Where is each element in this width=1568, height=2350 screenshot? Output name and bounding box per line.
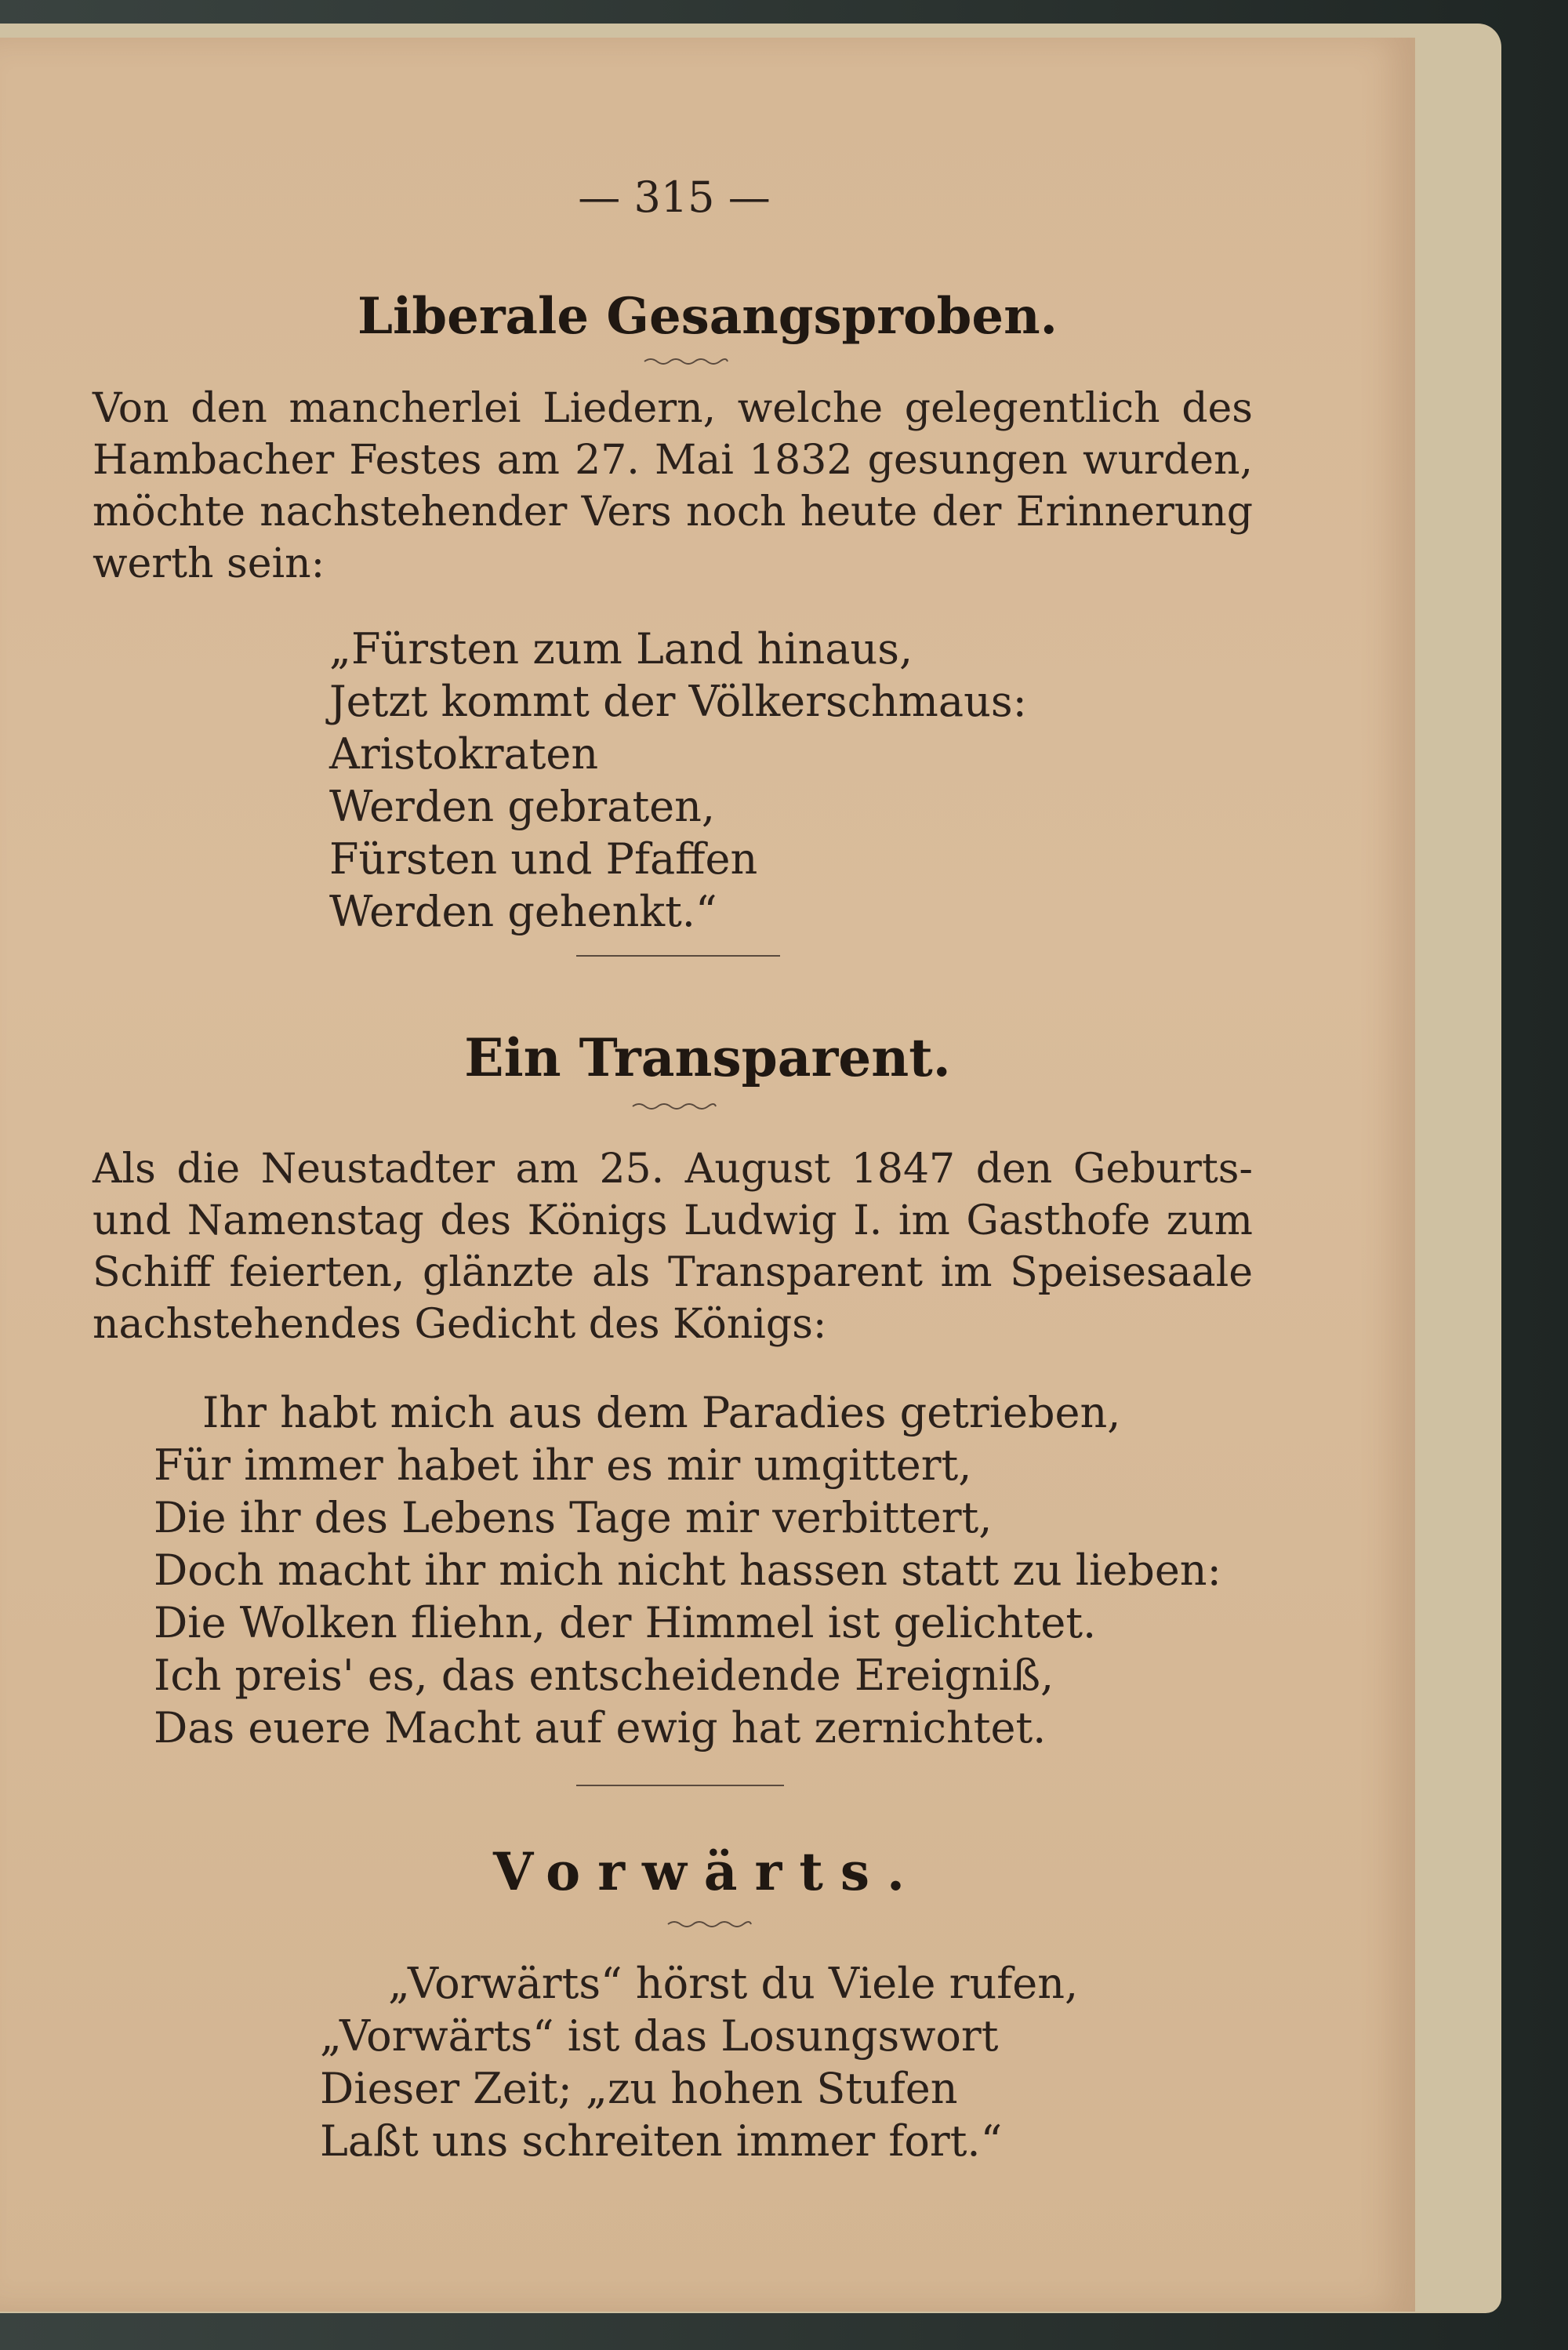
verse-line: Ihr habt mich aus dem Paradies getrieben, [202, 1388, 1121, 1437]
section-intro-transparent: Als die Neustadter am 25. August 1847 den Geburts- und Namenstag des Königs Ludwig I. im Gasthofe zum Schiff feierten, glänzte als Transparent im Speisesaale nachstehendes Gedicht des Königs: [93, 1146, 1253, 1348]
verse-line: Laßt uns schreiten immer fort.“ [320, 2116, 1003, 2166]
verse-line: Aristokraten [329, 729, 599, 779]
verse-line: Die Wolken fliehn, der Himmel ist gelichtet. [154, 1598, 1097, 1647]
verse-line: Fürsten und Pfaffen [329, 834, 758, 884]
title-flourish [643, 355, 729, 368]
verse-line: Ich preis' es, das entscheidende Ereigniß, [154, 1651, 1054, 1700]
section-title-vorwaerts: Vorwärts. [493, 1841, 922, 1902]
title-flourish [666, 1918, 753, 1930]
verse-line: Das euere Macht auf ewig hat zernichtet. [154, 1703, 1047, 1753]
verse-line: Jetzt kommt der Völkerschmaus: [329, 677, 1027, 726]
page-number: — 315 — [578, 173, 771, 222]
book-page [0, 38, 1415, 2312]
verse-line: Die ihr des Lebens Tage mir verbittert, [154, 1493, 993, 1542]
verse-line: Werden gehenkt.“ [329, 887, 717, 936]
verse-line: „Vorwärts“ hörst du Viele rufen, [388, 1959, 1079, 2008]
verse-line: „Vorwärts“ ist das Losungswort [320, 2011, 999, 2061]
verse-line: Werden gebraten, [329, 782, 716, 831]
section-intro-liberale: Von den mancherlei Liedern, welche gelegentlich des Hambacher Festes am 27. Mai 1832 gesungen wurden, möchte nachstehender Vers noch heute der Erinnerung werth sein: [93, 385, 1253, 587]
verse-line: Doch macht ihr mich nicht hassen statt zu lieben: [154, 1545, 1221, 1595]
title-flourish [631, 1100, 717, 1113]
verse-line: Für immer habet ihr es mir umgittert, [154, 1440, 972, 1490]
section-title-transparent: Ein Transparent. [464, 1027, 951, 1088]
section-divider [576, 955, 780, 957]
verse-line: Dieser Zeit; „zu hohen Stufen [320, 2064, 958, 2113]
section-title-liberale: Liberale Gesangsproben. [358, 287, 1058, 346]
section-divider [576, 1785, 784, 1786]
verse-line: „Fürsten zum Land hinaus, [329, 624, 913, 674]
